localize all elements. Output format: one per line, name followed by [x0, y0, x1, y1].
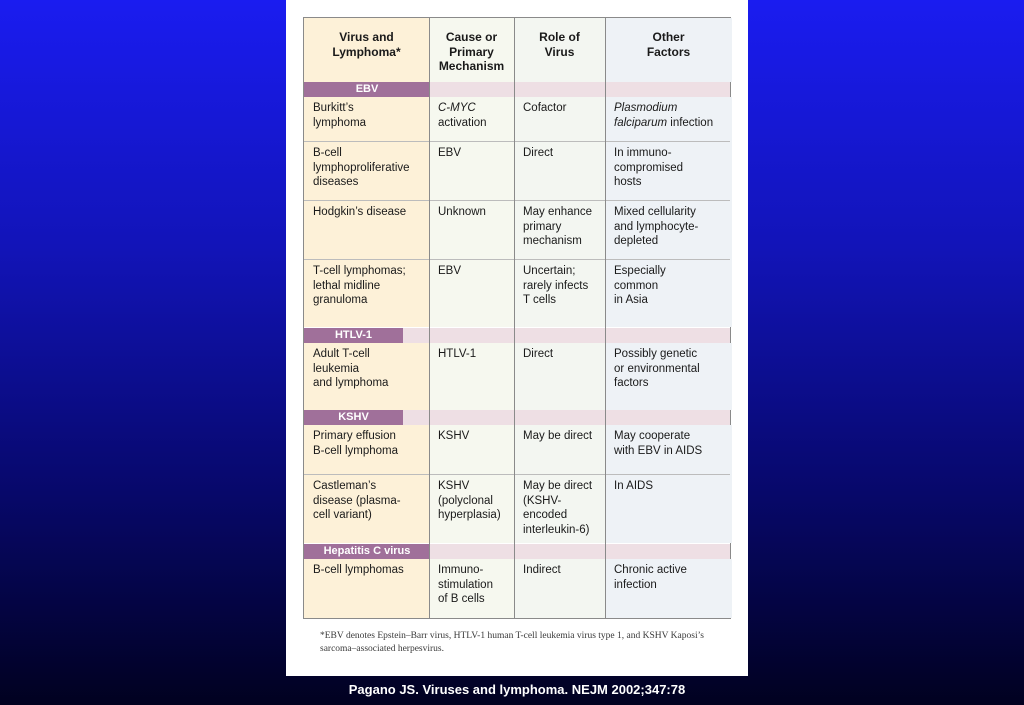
table-cell: KSHV	[429, 425, 514, 475]
table-cell: T-cell lymphomas; lethal midline granuloma	[304, 260, 429, 327]
table-cell: EBV	[429, 142, 514, 201]
table-cell: Direct	[514, 343, 605, 410]
section-band	[304, 544, 730, 559]
table-cell: Unknown	[429, 201, 514, 260]
table-cell: Immuno- stimulation of B cells	[429, 559, 514, 618]
section-band	[304, 410, 730, 425]
table-cell: In immuno- compromised hosts	[605, 142, 732, 201]
table-cell: May enhance primary mechanism	[514, 201, 605, 260]
table-cell: HTLV-1	[429, 343, 514, 410]
section-label: EBV	[304, 82, 430, 97]
table-cell: Castleman’s disease (plasma- cell variant)	[304, 475, 429, 543]
table-cell: Hodgkin’s disease	[304, 201, 429, 260]
table-cell: KSHV (polyclonal hyperplasia)	[429, 475, 514, 543]
table-cell: Possibly genetic or environmental factors	[605, 343, 732, 410]
table-cell: Plasmodium falciparum infection	[605, 97, 732, 142]
section-band	[304, 82, 730, 97]
table-cell: Cofactor	[514, 97, 605, 142]
table-cell: Burkitt’s lymphoma	[304, 97, 429, 142]
column-divider	[605, 18, 606, 618]
table-cell: In AIDS	[605, 475, 732, 543]
table-cell: May be direct	[514, 425, 605, 475]
section-label: HTLV-1	[304, 328, 403, 343]
header-virus-lymphoma: Virus and Lymphoma*	[304, 18, 429, 82]
table-cell: Chronic active infection	[605, 559, 732, 618]
table-cell: Especially common in Asia	[605, 260, 732, 327]
lymphoma-table	[303, 17, 731, 619]
citation-caption: Pagano JS. Viruses and lymphoma. NEJM 2002;347:78	[348, 682, 686, 697]
section-band	[304, 328, 730, 343]
table-cell: EBV	[429, 260, 514, 327]
table-cell: Indirect	[514, 559, 605, 618]
column-divider	[429, 18, 430, 618]
section-label: Hepatitis C virus	[304, 544, 430, 559]
table-cell: B-cell lymphomas	[304, 559, 429, 618]
article-page	[286, 0, 748, 676]
table-cell: Mixed cellularity and lymphocyte- depleted	[605, 201, 732, 260]
table-cell: May cooperate with EBV in AIDS	[605, 425, 732, 475]
section-label: KSHV	[304, 410, 403, 425]
table-header	[304, 18, 730, 82]
header-role-of-virus: Role of Virus	[514, 18, 605, 82]
table-cell: Adult T-cell leukemia and lymphoma	[304, 343, 429, 410]
column-divider	[514, 18, 515, 618]
header-other-factors: Other Factors	[605, 18, 732, 82]
table-footnote: *EBV denotes Epstein–Barr virus, HTLV-1 human T-cell leukemia virus type 1, and KSHV Kaposi’s sarcoma–associated herpesvirus.	[320, 631, 704, 654]
table-cell: Direct	[514, 142, 605, 201]
header-cause-mechanism: Cause or Primary Mechanism	[429, 18, 514, 82]
table-cell: B-cell lymphoproliferative diseases	[304, 142, 429, 201]
table-cell: Primary effusion B-cell lymphoma	[304, 425, 429, 475]
table-cell: Uncertain; rarely infects T cells	[514, 260, 605, 327]
table-cell: May be direct (KSHV- encoded interleukin-6)	[514, 475, 605, 543]
table-cell: C-MYC activation	[429, 97, 514, 142]
